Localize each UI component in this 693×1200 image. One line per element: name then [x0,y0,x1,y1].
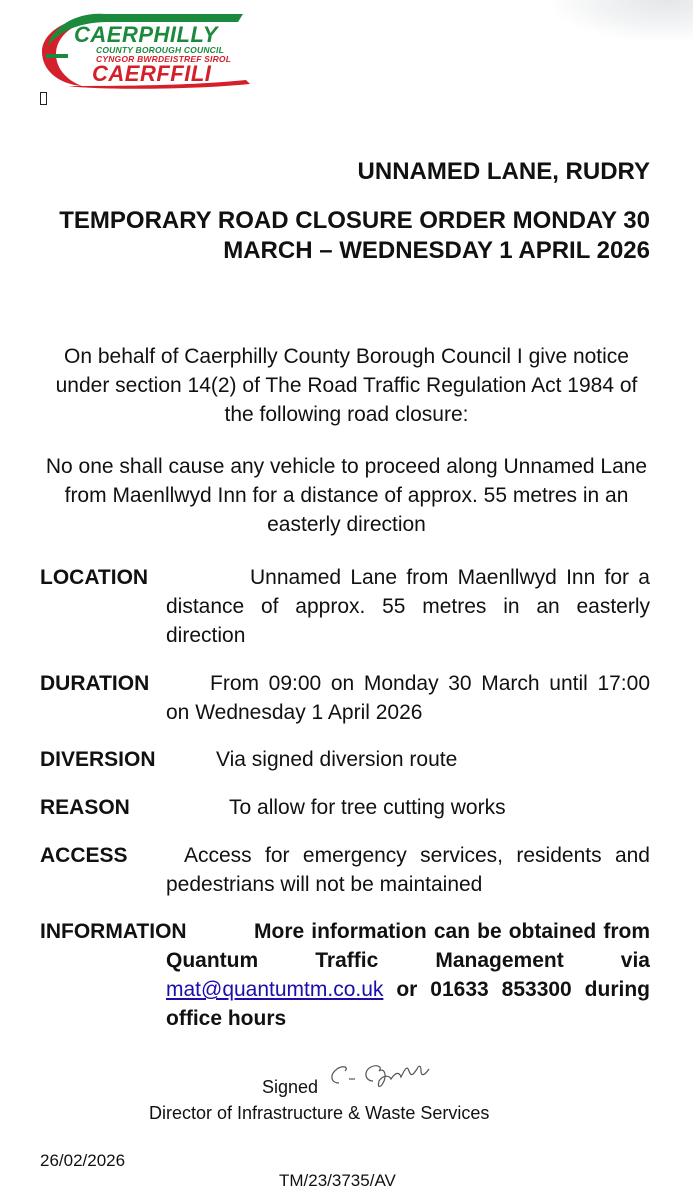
reason-label: REASON [40,796,130,819]
access-value: Access for emergency services, residents and pedestrians will not be maintained [166,844,650,896]
intro-paragraph: On behalf of Caerphilly County Borough Council I give notice under section 14(2) of The Road Traffic Regulation Act 1984 of the following road closure: [55,345,638,426]
logo-subtitle-welsh: CYNGOR BWRDEISTREF SIROL [96,54,232,64]
information-text-after: or 01633 853300 during office hours [166,978,650,1030]
notice-reference: TM/23/3735/AV [279,1171,396,1190]
notice-date: 26/02/2026 [40,1151,126,1170]
order-title-heading: TEMPORARY ROAD CLOSURE ORDER MONDAY 30 MARCH – WEDNESDAY 1 APRIL 2026 [59,207,650,264]
access-label: ACCESS [40,844,128,867]
information-label: INFORMATION [40,920,187,943]
duration-label: DURATION [40,672,150,695]
prohibition-paragraph: No one shall cause any vehicle to proceed along Unnamed Lane from Maenllwyd Inn for a distance of approx. 55 metres in an easterly direction [45,455,648,536]
signatory-title: Director of Infrastructure & Waste Services [149,1103,490,1123]
location-label: LOCATION [40,566,149,589]
logo-subtitle-english: COUNTY BOROUGH COUNCIL [96,45,224,55]
diversion-value: Via signed diversion route [216,748,458,771]
road-name-heading: UNNAMED LANE, RUDRY [357,158,650,185]
council-logo [38,10,253,90]
contact-email-link[interactable]: mat@quantumtm.co.uk [166,978,384,1001]
information-text-before: More information can be obtained from Quantum Traffic Management via [166,920,650,972]
missing-glyph-box-icon [40,92,47,105]
handwritten-signature [325,1057,435,1093]
location-value: Unnamed Lane from Maenllwyd Inn for a distance of approx. 55 metres in an easterly direction [166,566,650,647]
signed-label: Signed [262,1077,319,1097]
logo-name-welsh: CAERFFILI [92,61,212,86]
logo-name-english: CAERPHILLY [74,22,218,47]
page-corner-shadow [553,0,693,40]
duration-value: From 09:00 on Monday 30 March until 17:00 on Wednesday 1 April 2026 [166,672,650,724]
information-value [166,917,650,1033]
reason-value: To allow for tree cutting works [229,796,506,819]
diversion-label: DIVERSION [40,748,156,771]
